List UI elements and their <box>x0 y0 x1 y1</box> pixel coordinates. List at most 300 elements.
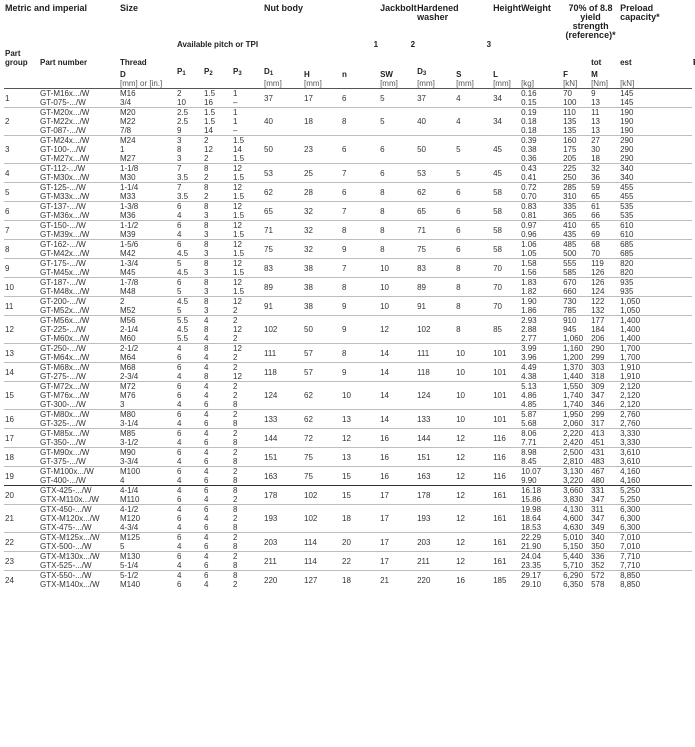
pitch-p3: 8 <box>233 400 238 409</box>
height-l: 70 <box>492 259 520 278</box>
pitch-p2: 6 <box>203 571 232 581</box>
nut-d1: 163 <box>263 467 303 486</box>
nut-h: 32 <box>303 240 341 259</box>
torque-m: 177 <box>590 316 619 326</box>
pitch-p2: 8 <box>203 259 232 269</box>
part-group: 10 <box>4 278 39 297</box>
nut-d1: 133 <box>263 410 303 429</box>
thread-size: M110 <box>120 495 140 504</box>
height-l: 101 <box>492 344 520 363</box>
pitch-p1: 6 <box>177 353 182 362</box>
weight: 29.10 <box>521 580 542 589</box>
pitch-p2: 8 <box>203 202 232 212</box>
thread-size: M56 <box>119 316 176 326</box>
part-number: GT-200-.../W <box>39 297 119 307</box>
torque-m: 340 <box>590 533 619 543</box>
weight: 5.13 <box>520 382 562 392</box>
preload-f: 945 <box>563 325 577 334</box>
pitch-p3: 12 <box>232 221 263 231</box>
thread-size: 1-1/4 <box>119 183 176 193</box>
pitch-p2: 4 <box>203 429 232 439</box>
torque-m: 206 <box>591 334 605 343</box>
s-symbol: S <box>456 70 462 79</box>
p2-symbol: P2 <box>204 67 213 77</box>
preload-f: 3,660 <box>562 486 590 496</box>
pitch-p3: 1.5 <box>233 287 245 296</box>
thread-size: M72 <box>119 382 176 392</box>
pitch-p1: 6 <box>176 533 203 543</box>
pitch-p3: 14 <box>233 145 242 154</box>
torque-m: 59 <box>590 183 619 193</box>
weight: 4.49 <box>520 363 562 373</box>
part-number: GT-087-.../W <box>40 126 86 135</box>
weight: 1.90 <box>520 297 562 307</box>
jackbolt-n: 13 <box>341 410 379 429</box>
nut-d1: 37 <box>263 89 303 108</box>
weight: 5.87 <box>520 410 562 420</box>
pitch-p3: 1.5 <box>233 173 245 182</box>
nut-h: 72 <box>303 429 341 448</box>
pitch-p2: 2 <box>203 136 232 146</box>
preload-f: 6,290 <box>562 571 590 581</box>
torque-m: 70 <box>591 249 600 258</box>
unit-d1: [mm] <box>263 79 303 89</box>
table-row <box>4 344 692 354</box>
pitch-p2: 12 <box>204 145 213 154</box>
pitch-p2: 4 <box>203 316 232 326</box>
thread-size: M48 <box>120 287 136 296</box>
pitch-p2: 4 <box>203 363 232 373</box>
preload-max: 6,300 <box>620 523 641 532</box>
nut-d1: 50 <box>263 136 303 164</box>
pitch-p1: 4 <box>177 542 182 551</box>
thread-size: 2-1/2 <box>119 344 176 354</box>
thread-size: 1-3/8 <box>119 202 176 212</box>
washer-d3: 53 <box>416 164 455 183</box>
pitch-p1: 4.5 <box>177 268 189 277</box>
jackbolt-n: 7 <box>341 259 379 278</box>
pitch-p1: 6 <box>176 202 203 212</box>
height-l: 70 <box>492 278 520 297</box>
weight: 4.86 <box>521 391 537 400</box>
pitch-p2: 4 <box>204 495 209 504</box>
weight: 18.64 <box>521 514 542 523</box>
part-number: GTX-M140x.../W <box>40 580 100 589</box>
pitch-p2: 8 <box>204 325 209 334</box>
torque-m: 13 <box>591 98 600 107</box>
part-number: GT-325-.../W <box>40 419 86 428</box>
nut-d1: 89 <box>263 278 303 297</box>
part-group: 3 <box>4 136 39 164</box>
preload-max: 5,250 <box>619 486 692 496</box>
thread-size: 3/4 <box>120 98 132 107</box>
thread-size: 7/8 <box>120 126 132 135</box>
thread-size: M68 <box>119 363 176 373</box>
pitch-p1: 2.5 <box>177 117 189 126</box>
thread-size: 3-1/2 <box>120 438 139 447</box>
weight: 0.36 <box>521 154 537 163</box>
table-row <box>4 136 692 146</box>
n-symbol: n <box>342 70 347 79</box>
unit-thread: [mm] or [in.] <box>119 79 176 89</box>
pitch-p2: 4 <box>203 382 232 392</box>
washer-d3: 102 <box>416 316 455 344</box>
nut-d1: 118 <box>263 363 303 382</box>
washer-d3: 124 <box>416 382 455 410</box>
pitch-p2: 6 <box>204 523 209 532</box>
preload-max: 290 <box>619 136 692 146</box>
table-body <box>4 89 692 590</box>
weight: 21.90 <box>521 542 542 551</box>
pitch-p2: 8 <box>203 221 232 231</box>
preload-max: 455 <box>619 183 692 193</box>
nut-d1: 65 <box>263 202 303 221</box>
torque-m: 13 <box>591 126 600 135</box>
pitch-p3: 8 <box>233 457 238 466</box>
preload-max: 1,700 <box>619 344 692 354</box>
preload-max: 3,330 <box>619 429 692 439</box>
pitch-p1: 4 <box>177 476 182 485</box>
pitch-p1: 2 <box>176 89 203 99</box>
part-group: 21 <box>4 505 39 533</box>
part-number: GT-M36x.../W <box>40 211 90 220</box>
preload-max: 3,330 <box>620 438 641 447</box>
washer-s: 12 <box>455 429 492 448</box>
pitch-p2: 4 <box>204 580 209 589</box>
available-pitch-heading: Available pitch or TPI <box>177 40 259 49</box>
pitch-p2: 6 <box>204 476 209 485</box>
thread-size: M39 <box>120 230 136 239</box>
thread-size: 4-1/2 <box>119 505 176 515</box>
preload-f: 555 <box>562 259 590 269</box>
pitch-p3: 2 <box>233 495 238 504</box>
pitch-p3: 1.5 <box>233 211 245 220</box>
pitch-p1: 4.5 <box>177 249 189 258</box>
jackbolt-n: 18 <box>341 505 379 533</box>
washer-s: 6 <box>455 183 492 202</box>
torque-m: 467 <box>590 467 619 477</box>
pitch-p3: 2 <box>233 334 238 343</box>
preload-max: 3,610 <box>620 457 641 466</box>
part-number: GT-162-.../W <box>39 240 119 250</box>
part-number: GT-400-.../W <box>40 476 86 485</box>
weight: 2.77 <box>521 334 537 343</box>
preload-max: 7,010 <box>619 533 692 543</box>
pitch-p3: 8 <box>233 523 238 532</box>
thread-size: M20 <box>119 108 176 118</box>
nut-h: 57 <box>303 344 341 363</box>
height-l: 101 <box>492 363 520 382</box>
jackbolt-n: 9 <box>341 240 379 259</box>
preload-max: 7,710 <box>619 552 692 562</box>
torque-m: 451 <box>591 438 605 447</box>
torque-m: 572 <box>590 571 619 581</box>
nut-h: 38 <box>303 259 341 278</box>
preload-max: 145 <box>619 89 692 99</box>
jackbolt-n: 15 <box>341 467 379 486</box>
washer-d3: 193 <box>416 505 455 533</box>
preload-f: 1,440 <box>563 372 584 381</box>
nut-h: 50 <box>303 316 341 344</box>
pitch-p3: 12 <box>232 297 263 307</box>
weight: 7.71 <box>521 438 537 447</box>
sw-symbol: SW <box>380 70 393 79</box>
thread-size: M130 <box>119 552 176 562</box>
preload-f: 175 <box>563 145 577 154</box>
pitch-p1: 10 <box>177 98 186 107</box>
preload-max: 820 <box>620 268 634 277</box>
group-3-label: 3 <box>486 40 492 49</box>
pitch-p1: 4 <box>177 230 182 239</box>
nut-h: 114 <box>303 552 341 571</box>
thread-size: M90 <box>119 448 176 458</box>
pitch-p1: 6 <box>176 240 203 250</box>
pitch-p3: 8 <box>233 561 238 570</box>
part-number: GT-100-.../W <box>40 145 86 154</box>
pitch-p2: 4 <box>203 467 232 477</box>
pitch-p3: – <box>233 98 238 107</box>
washer-d3: 50 <box>416 136 455 164</box>
part-number: GT-M90x.../W <box>39 448 119 458</box>
pitch-p2: 6 <box>204 457 209 466</box>
thread-size: 5 <box>120 542 125 551</box>
table-row <box>4 164 692 174</box>
part-group: 11 <box>4 297 39 316</box>
pitch-p3: 2 <box>233 353 238 362</box>
preload-f: 4,600 <box>563 514 584 523</box>
washer-s: 12 <box>455 448 492 467</box>
weight: 16.18 <box>520 486 562 496</box>
washer-s: 12 <box>455 505 492 533</box>
metric-imperial-heading: Metric and imperial <box>5 3 88 13</box>
preload-max: 2,760 <box>619 410 692 420</box>
jackbolt-n: 9 <box>341 363 379 382</box>
part-number: GTX-M130x.../W <box>39 552 119 562</box>
preload-max: 290 <box>620 154 634 163</box>
pitch-p2: 8 <box>203 344 232 354</box>
thread-size: M85 <box>119 429 176 439</box>
nut-d1: 91 <box>263 297 303 316</box>
pitch-p1: 5.5 <box>176 316 203 326</box>
washer-s: 8 <box>455 278 492 297</box>
nut-d1: 193 <box>263 505 303 533</box>
pitch-p1: 4 <box>177 457 182 466</box>
part-number: GT-M45x.../W <box>40 268 90 277</box>
pitch-p2: 8 <box>203 183 232 193</box>
pitch-p1: 4 <box>177 561 182 570</box>
thread-heading: Thread <box>120 58 147 67</box>
part-group: 5 <box>4 183 39 202</box>
part-number: GT-075-.../W <box>40 98 86 107</box>
pitch-p3: 2 <box>233 306 238 315</box>
table-row <box>4 429 692 439</box>
torque-m: 122 <box>590 297 619 307</box>
nut-h: 102 <box>303 505 341 533</box>
torque-m: 290 <box>590 344 619 354</box>
pitch-p3: 12 <box>232 240 263 250</box>
jackbolt-sw: 12 <box>379 316 416 344</box>
part-number-heading: Part number <box>40 58 88 67</box>
thread-size: M45 <box>120 268 136 277</box>
preload-f: 135 <box>563 126 577 135</box>
preload-max: 1,050 <box>619 297 692 307</box>
preload-f: 5,440 <box>562 552 590 562</box>
weight: 0.72 <box>520 183 562 193</box>
jackbolt-n: 20 <box>341 533 379 552</box>
preload-f: 410 <box>562 221 590 231</box>
nut-h: 62 <box>303 410 341 429</box>
washer-s: 5 <box>455 136 492 164</box>
table-row <box>4 297 692 307</box>
pitch-p3: 2 <box>232 467 263 477</box>
nut-d1: 220 <box>263 571 303 590</box>
nut-h: 23 <box>303 136 341 164</box>
torque-m: 132 <box>591 306 605 315</box>
torque-m: 299 <box>591 353 605 362</box>
jackbolt-n: 7 <box>341 164 379 183</box>
jackbolt-n: 9 <box>341 297 379 316</box>
jackbolt-sw: 10 <box>379 297 416 316</box>
part-number: GT-M16x.../W <box>39 89 119 99</box>
pitch-p1: 5 <box>176 259 203 269</box>
nut-body-heading: Nut body <box>264 3 304 13</box>
p3-symbol: P3 <box>233 67 242 77</box>
pitch-p3: 12 <box>232 259 263 269</box>
pitch-p3: 2 <box>233 391 238 400</box>
washer-s: 8 <box>455 316 492 344</box>
jackbolt-n: 9 <box>341 316 379 344</box>
nut-d1: 53 <box>263 164 303 183</box>
part-number: GT-125-.../W <box>39 183 119 193</box>
weight: 19.98 <box>520 505 562 515</box>
pitch-p1: 6 <box>177 514 182 523</box>
pitch-p1: 4 <box>176 344 203 354</box>
torque-m: 184 <box>591 325 605 334</box>
part-group: 1 <box>4 89 39 108</box>
pitch-p3: 2 <box>232 552 263 562</box>
pitch-p1: 6 <box>176 278 203 288</box>
torque-m: 483 <box>591 457 605 466</box>
jackbolt-sw: 8 <box>379 202 416 221</box>
preload-f: 2,500 <box>562 448 590 458</box>
height-l: 101 <box>492 410 520 429</box>
weight: 8.98 <box>520 448 562 458</box>
preload-max: 610 <box>619 221 692 231</box>
preload-max: 935 <box>619 278 692 288</box>
pitch-p1: 6 <box>176 429 203 439</box>
table-row <box>4 448 692 458</box>
nut-h: 32 <box>303 202 341 221</box>
pitch-p3: 12 <box>232 202 263 212</box>
thread-size: 3-3/4 <box>120 457 139 466</box>
washer-s: 12 <box>455 552 492 571</box>
height-l: 58 <box>492 240 520 259</box>
part-group: 13 <box>4 344 39 363</box>
thread-size: M120 <box>120 514 141 523</box>
part-number: GT-187-.../W <box>39 278 119 288</box>
part-number: GT-M33x.../W <box>40 192 90 201</box>
washer-s: 10 <box>455 410 492 429</box>
pitch-p1: 6 <box>177 391 182 400</box>
part-number: GTX-525-.../W <box>40 561 92 570</box>
jackbolt-n: 18 <box>341 571 379 590</box>
preload-f: 4,630 <box>563 523 584 532</box>
pitch-p1: 3.5 <box>177 173 189 182</box>
nut-h: 62 <box>303 382 341 410</box>
table-row <box>4 533 692 543</box>
preload-f: 2,220 <box>562 429 590 439</box>
pitch-p3: 8 <box>232 571 263 581</box>
preload-f: 70 <box>562 89 590 99</box>
thread-size: M100 <box>119 467 176 477</box>
thread-size: M30 <box>120 173 136 182</box>
preload-f: 1,740 <box>563 400 584 409</box>
torque-m: 30 <box>591 145 600 154</box>
pitch-p1: 4 <box>177 523 182 532</box>
unit-preload: [kN] <box>562 79 590 89</box>
preload-f: 910 <box>562 316 590 326</box>
part-number: GT-M72x.../W <box>39 382 119 392</box>
part-number: GT-250-.../W <box>39 344 119 354</box>
thread-size: 1-3/4 <box>119 259 176 269</box>
preload-f: 310 <box>563 192 577 201</box>
height-l: 161 <box>492 552 520 571</box>
pitch-p1: 6 <box>176 221 203 231</box>
thread-size: 1-7/8 <box>119 278 176 288</box>
thread-size: M64 <box>120 353 136 362</box>
unit-l: [mm] <box>492 79 520 89</box>
pitch-p1: 4 <box>177 400 182 409</box>
torque-m: 352 <box>591 561 605 570</box>
nut-h: 28 <box>303 183 341 202</box>
preload-max: 1,910 <box>620 372 641 381</box>
torque-m: 347 <box>591 495 605 504</box>
pitch-p1: 4.5 <box>176 297 203 307</box>
jackbolt-sw: 14 <box>379 382 416 410</box>
pitch-p1: 6 <box>177 580 182 589</box>
preload-f: 110 <box>562 108 590 118</box>
part-number: GT-M100x.../W <box>39 467 119 477</box>
preload-capacity-heading: Preload capacity* <box>620 3 660 22</box>
preload-f: 660 <box>563 287 577 296</box>
pitch-p3: 8 <box>233 419 238 428</box>
torque-m: 36 <box>591 173 600 182</box>
thread-size: M52 <box>120 306 136 315</box>
weight: 1.56 <box>521 268 537 277</box>
pitch-p1: 4 <box>177 211 182 220</box>
washer-s: 6 <box>455 221 492 240</box>
pitch-p3: 2 <box>233 580 238 589</box>
preload-f: 1,740 <box>563 391 584 400</box>
pitch-p1: 3.5 <box>177 192 189 201</box>
washer-s: 12 <box>455 486 492 505</box>
pitch-p2: 3 <box>204 249 209 258</box>
part-number: GTX-475-.../W <box>40 523 92 532</box>
thread-size: 5-1/2 <box>119 571 176 581</box>
pitch-p2: 6 <box>203 505 232 515</box>
torque-m: 311 <box>590 505 619 515</box>
thread-size: M27 <box>120 154 136 163</box>
preload-max: 3,610 <box>619 448 692 458</box>
pitch-p1: 6 <box>176 552 203 562</box>
part-number: GT-M20x.../W <box>39 108 119 118</box>
washer-s: 4 <box>455 89 492 108</box>
height-l: 34 <box>492 108 520 136</box>
part-group: 12 <box>4 316 39 344</box>
weight: 0.18 <box>521 117 537 126</box>
thread-size: M36 <box>120 211 136 220</box>
nut-h: 32 <box>303 221 341 240</box>
